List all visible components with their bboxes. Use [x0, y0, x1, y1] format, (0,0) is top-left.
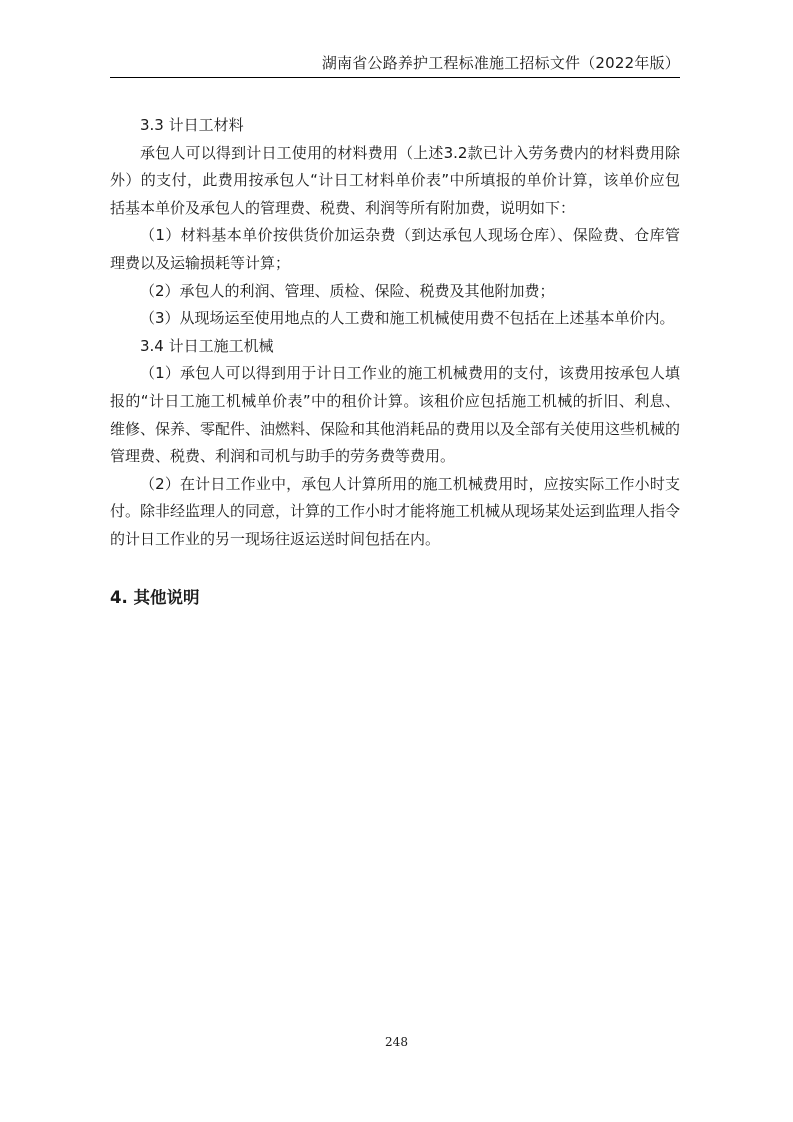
- header-rule: [110, 77, 680, 78]
- paragraph-material-payment: 承包人可以得到计日工使用的材料费用（上述3.2款已计入劳务费内的材料费用除外）的支付，此费用按承包人“计日工材料单价表”中所填报的单价计算，该单价应包括基本单价及承包人的管理费、税费、利润等所有附加费，说明如下：: [110, 143, 680, 217]
- running-header: 湖南省公路养护工程标准施工招标文件（2022年版）: [321, 54, 680, 72]
- page-number: 248: [385, 1035, 408, 1049]
- paragraph-machinery-2: （2）在计日工作业中，承包人计算所用的施工机械费用时，应按实际工作小时支付。除非经监理人的同意，计算的工作小时才能将施工机械从现场某处运到监理人指令的计日工作业的另一现场往返运送时间包括在内。: [110, 474, 681, 548]
- list-item-2: （2）承包人的利润、管理、质检、保险、税费及其他附加费；: [140, 281, 555, 300]
- section-heading: 4. 其他说明: [110, 588, 200, 607]
- subsection-3-3-title: 3.3 计日工材料: [140, 116, 244, 134]
- body-text: [110, 112, 680, 554]
- list-item-3: （3）从现场运至使用地点的人工费和施工机械使用费不包括在上述基本单价内。: [140, 309, 675, 328]
- list-item-1: （1）材料基本单价按供货价加运杂费（到达承包人现场仓库）、保险费、仓库管理费以及运输损耗等计算；: [110, 226, 680, 272]
- paragraph-machinery-1: （1）承包人可以得到用于计日工作业的施工机械费用的支付，该费用按承包人填报的“计日工施工机械单价表”中的租价计算。该租价应包括施工机械的折旧、利息、维修、保养、零配件、油燃料、保险和其他消耗品的费用以及全部有关使用这些机械的管理费、税费、利润和司机与助手的劳务费等费用。: [110, 364, 681, 466]
- subsection-3-4-title: 3.4 计日工施工机械: [140, 336, 274, 355]
